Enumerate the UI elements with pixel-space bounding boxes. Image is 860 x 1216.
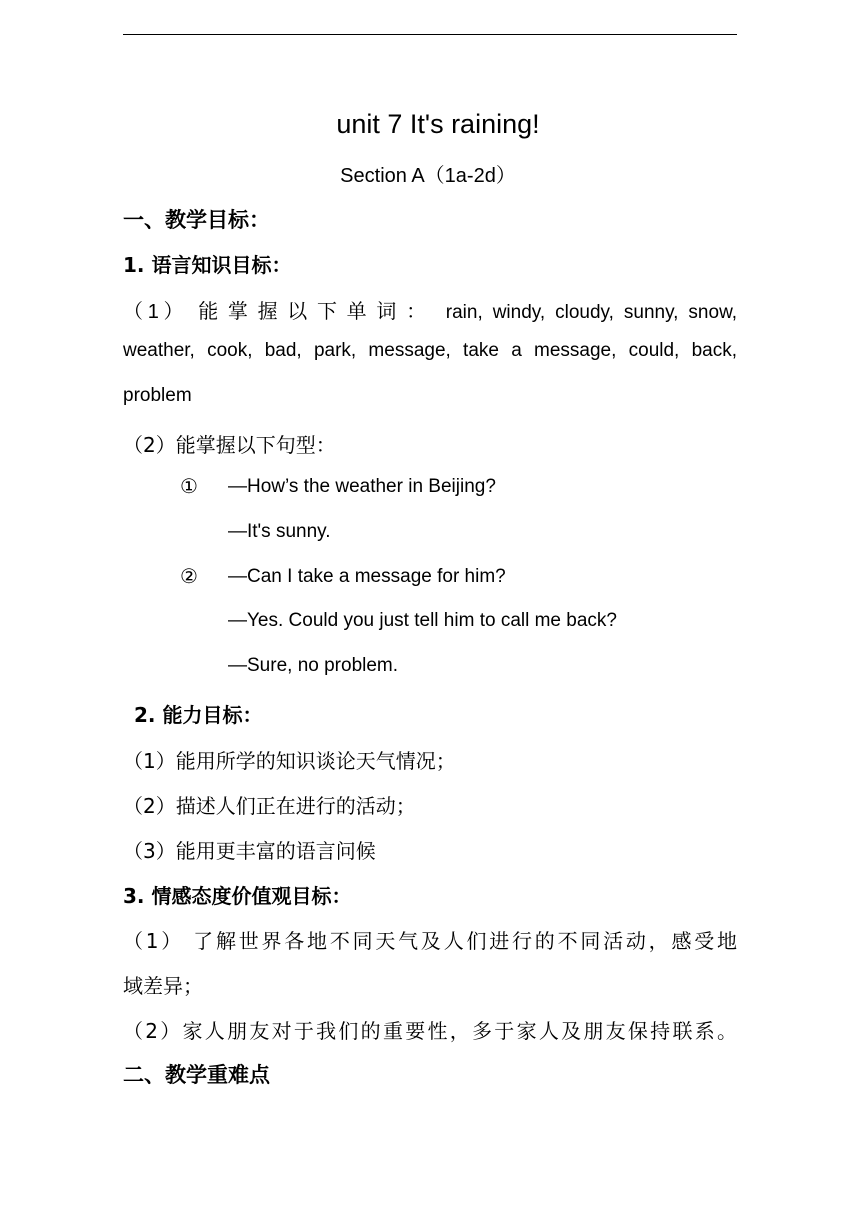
emotion-item-2: （2）家人朋友对于我们的重要性，多于家人及朋友保持联系。 <box>123 1019 737 1043</box>
emotion-item-1-line-2: 域差异； <box>123 974 203 998</box>
vocab-words: weather, cook, bad, park, message, take a message, could, back, <box>123 340 737 361</box>
dialog-1-line-2: —It's sunny. <box>228 521 331 542</box>
dialog-marker-2: ② <box>180 564 198 588</box>
vocab-line-3: problem <box>123 385 192 406</box>
vocab-line-2 <box>123 340 737 362</box>
section-heading-objectives: 一、教学目标： <box>123 208 270 232</box>
dialog-2-line-3: —Sure, no problem. <box>228 655 399 676</box>
vocab-words: rain, windy, cloudy, sunny, snow, <box>445 302 738 323</box>
subheading-ability: 2. 能力目标： <box>134 703 263 727</box>
section-heading-key-points: 二、教学重难点 <box>123 1063 270 1087</box>
ability-item-3: （3）能用更丰富的语言问候 <box>123 839 376 863</box>
sentence-patterns-label: （2）能掌握以下句型： <box>123 433 336 457</box>
vocab-line-1 <box>123 295 737 324</box>
dialog-marker-1: ① <box>180 474 198 498</box>
dialog-2-line-1: —Can I take a message for him? <box>228 566 506 587</box>
ability-item-1: （1）能用所学的知识谈论天气情况； <box>123 749 456 773</box>
subheading-emotion-values: 3. 情感态度价值观目标： <box>123 884 352 908</box>
ability-item-2: （2）描述人们正在进行的活动； <box>123 794 416 818</box>
dialog-1-line-1: —How’s the weather in Beijing? <box>228 476 496 497</box>
item-label: （1） <box>123 301 189 323</box>
page-title: unit 7 It's raining! <box>336 109 540 139</box>
subheading-language-knowledge: 1. 语言知识目标： <box>123 253 292 277</box>
header-rule <box>123 34 737 35</box>
page-subtitle: Section A（1a-2d） <box>340 165 516 187</box>
vocab-prefix: 能掌握以下单词： <box>198 301 436 323</box>
emotion-item-1-line-1: （1） 了解世界各地不同天气及人们进行的不同活动，感受地 <box>123 929 737 953</box>
dialog-2-line-2: —Yes. Could you just tell him to call me back? <box>228 610 617 631</box>
